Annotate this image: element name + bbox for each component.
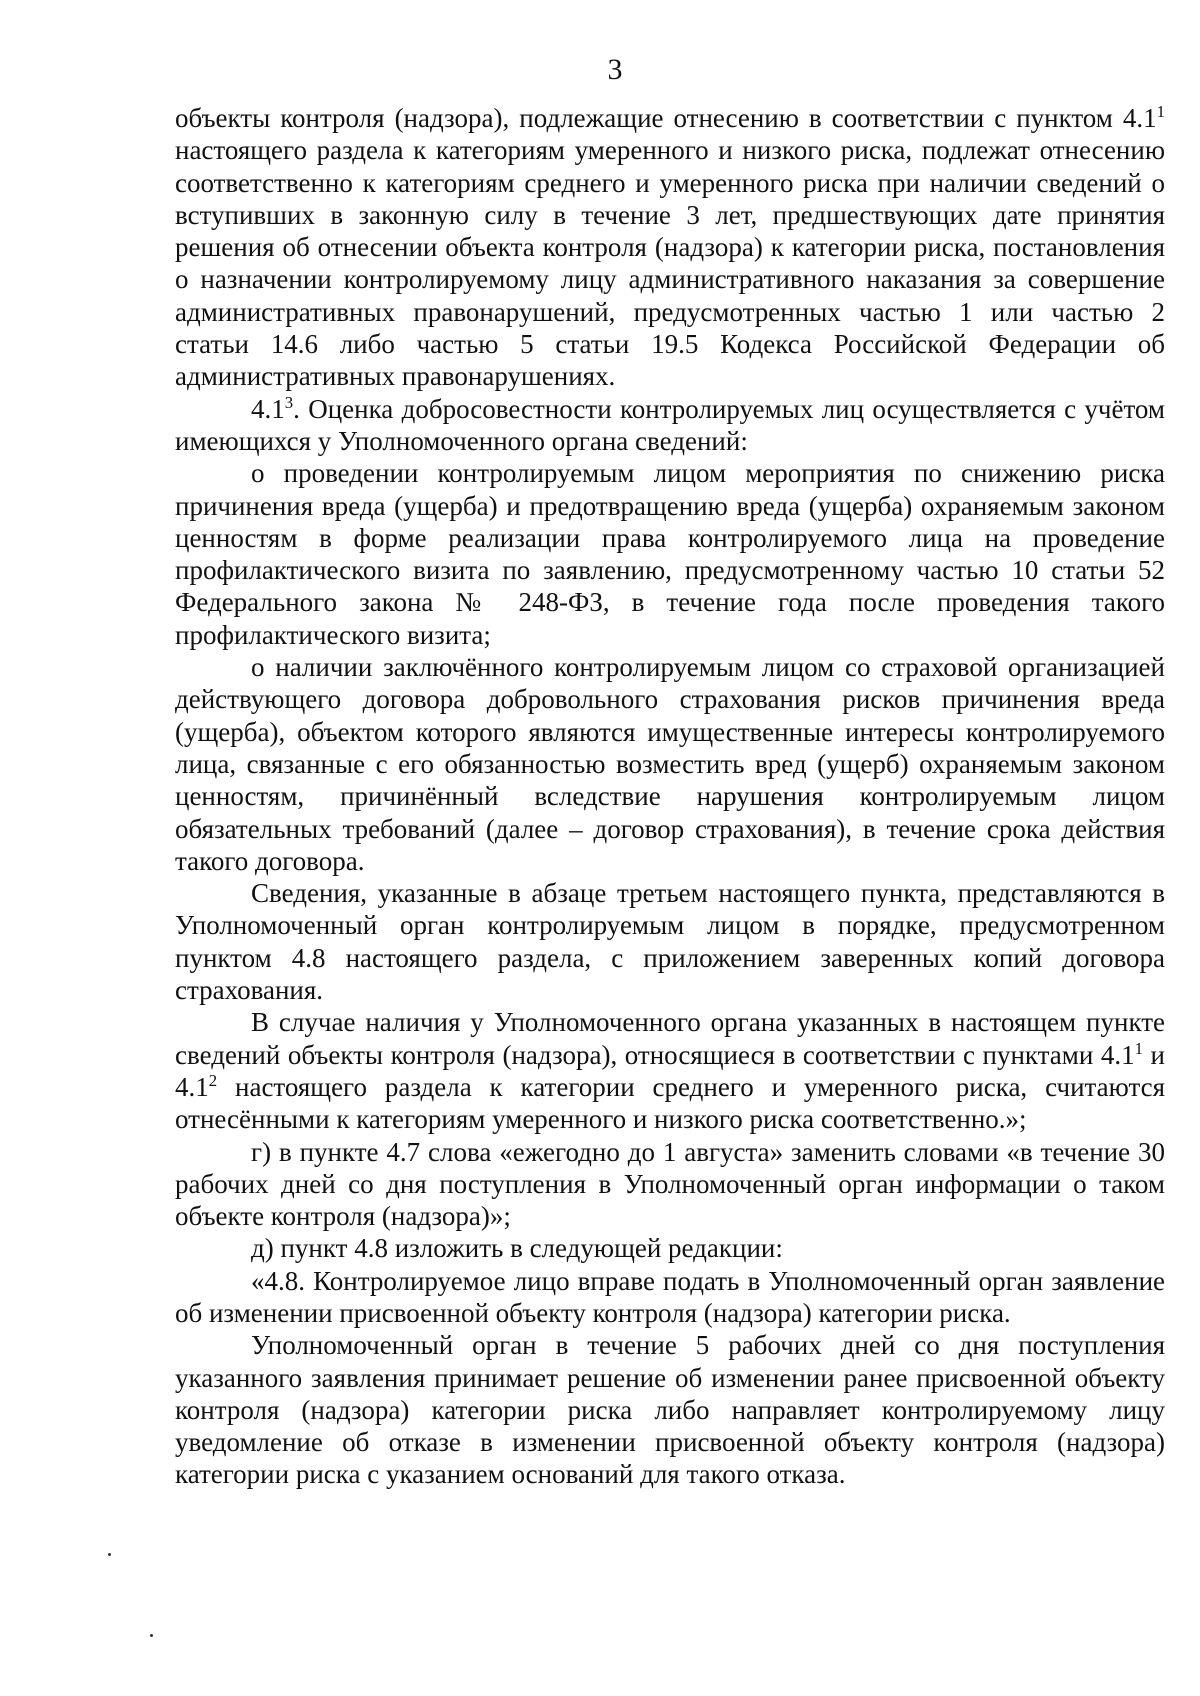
superscript: 1 [1134,1038,1143,1058]
superscript: 1 [1156,101,1165,121]
paragraph-information-submission: Сведения, указанные в абзаце третьем настоящего пункта, представляются в Уполномоченный орган контролируемым лицом в порядке, предусмотренном пунктом 4.8 настоящего раздела, с приложением заверенных копий договора страхования. [175,878,1165,1006]
scan-speck [150,1634,153,1637]
paragraph-decision: Уполномоченный орган в течение 5 рабочих дней со дня поступления указанного заявления принимает решение об изменении ранее присвоенной объекту контроля (надзора) категории риска либо направляет контролируемому лицу уведомление об отказе в изменении присвоенной объекту контроля (надзора) категории риска с указанием оснований для такого отказа. [175,1330,1165,1490]
scan-speck [108,1553,111,1556]
paragraph-insurance-contract: о наличии заключённого контролируемым лицом со страховой организацией действующего договора добровольного страхования рисков причинения вреда (ущерба), объектом которого являются имущественные интересы контролируемого лица, связанные с его обязанностью возместить вред (ущерб) охраняемым законом ценностям, причинённый вследствие нарушения контролируемым лицом обязательных требований (далее – договор страхования), в течение срока действия такого договора. [175,652,1165,876]
text-segment: В случае наличия у Уполномоченного органа указанных в настоящем пункте сведений объекты контроля (надзора), относящиеся в соответствии с пунктами 4.1 [175,1007,1165,1070]
paragraph-preventive-visit: о проведении контролируемым лицом мероприятия по снижению риска причинения вреда (ущерба) и предотвращению вреда (ущерба) охраняемым законом ценностям в форме реализации права контролируемого лица на проведение профилактического визита по заявлению, предусмотренному частью 10 статьи 52 Федерального закона № 248-ФЗ, в течение года после проведения такого профилактического визита; [175,458,1165,650]
superscript: 2 [208,1070,218,1090]
paragraph-item-d: д) пункт 4.8 изложить в следующей редакции: [251,1233,783,1264]
paragraph-item-g: г) в пункте 4.7 слова «ежегодно до 1 августа» заменить словами «в течение 30 рабочих дней со дня поступления в Уполномоченный орган информации о таком объекте контроля (надзора)»; [175,1136,1165,1232]
text-segment: настоящего раздела к категории среднего и умеренного риска, считаются отнесёнными к категориям умеренного и низкого риска соответственно.»; [175,1071,1165,1135]
paragraph-4-8: «4.8. Контролируемое лицо вправе подать в Уполномоченный орган заявление об изменении присвоенной объекту контроля (надзора) категории риска. [175,1265,1165,1328]
document-body [175,102,1165,1491]
text-segment: 4.1 [251,393,285,424]
text-segment: объекты контроля (надзора), подлежащие отнесению в соответствии с пунктом 4.1 [175,103,1157,133]
text-segment: и 4.1 [175,1039,1165,1102]
paragraph-risk-category-continuation [175,102,1165,393]
superscript: 3 [284,392,294,412]
paragraph-reclassification [175,1006,1165,1135]
text-segment: настоящего раздела к категориям умеренного и низкого риска, подлежат отнесению соответственно к категориям среднего и умеренного риска при наличии сведений о вступивших в законную силу в течение 3 лет, предшествующих дате принятия решения об отнесении объекта контроля (надзора) к категории риска, постановления о назначении контролируемому лицу административного наказания за совершение административных правонарушений, предусмотренных частью 1 или частью 2 статьи 14.6 либо частью 5 статьи 19.5 Кодекса Российской Федерации об административных правонарушениях. [175,135,1165,392]
paragraph-4-1-3 [175,393,1165,458]
text-segment: . Оценка добросовестности контролируемых лиц осуществляется с учётом имеющихся у Уполномоченного органа сведений: [175,393,1165,456]
page-number: 3 [607,53,623,86]
